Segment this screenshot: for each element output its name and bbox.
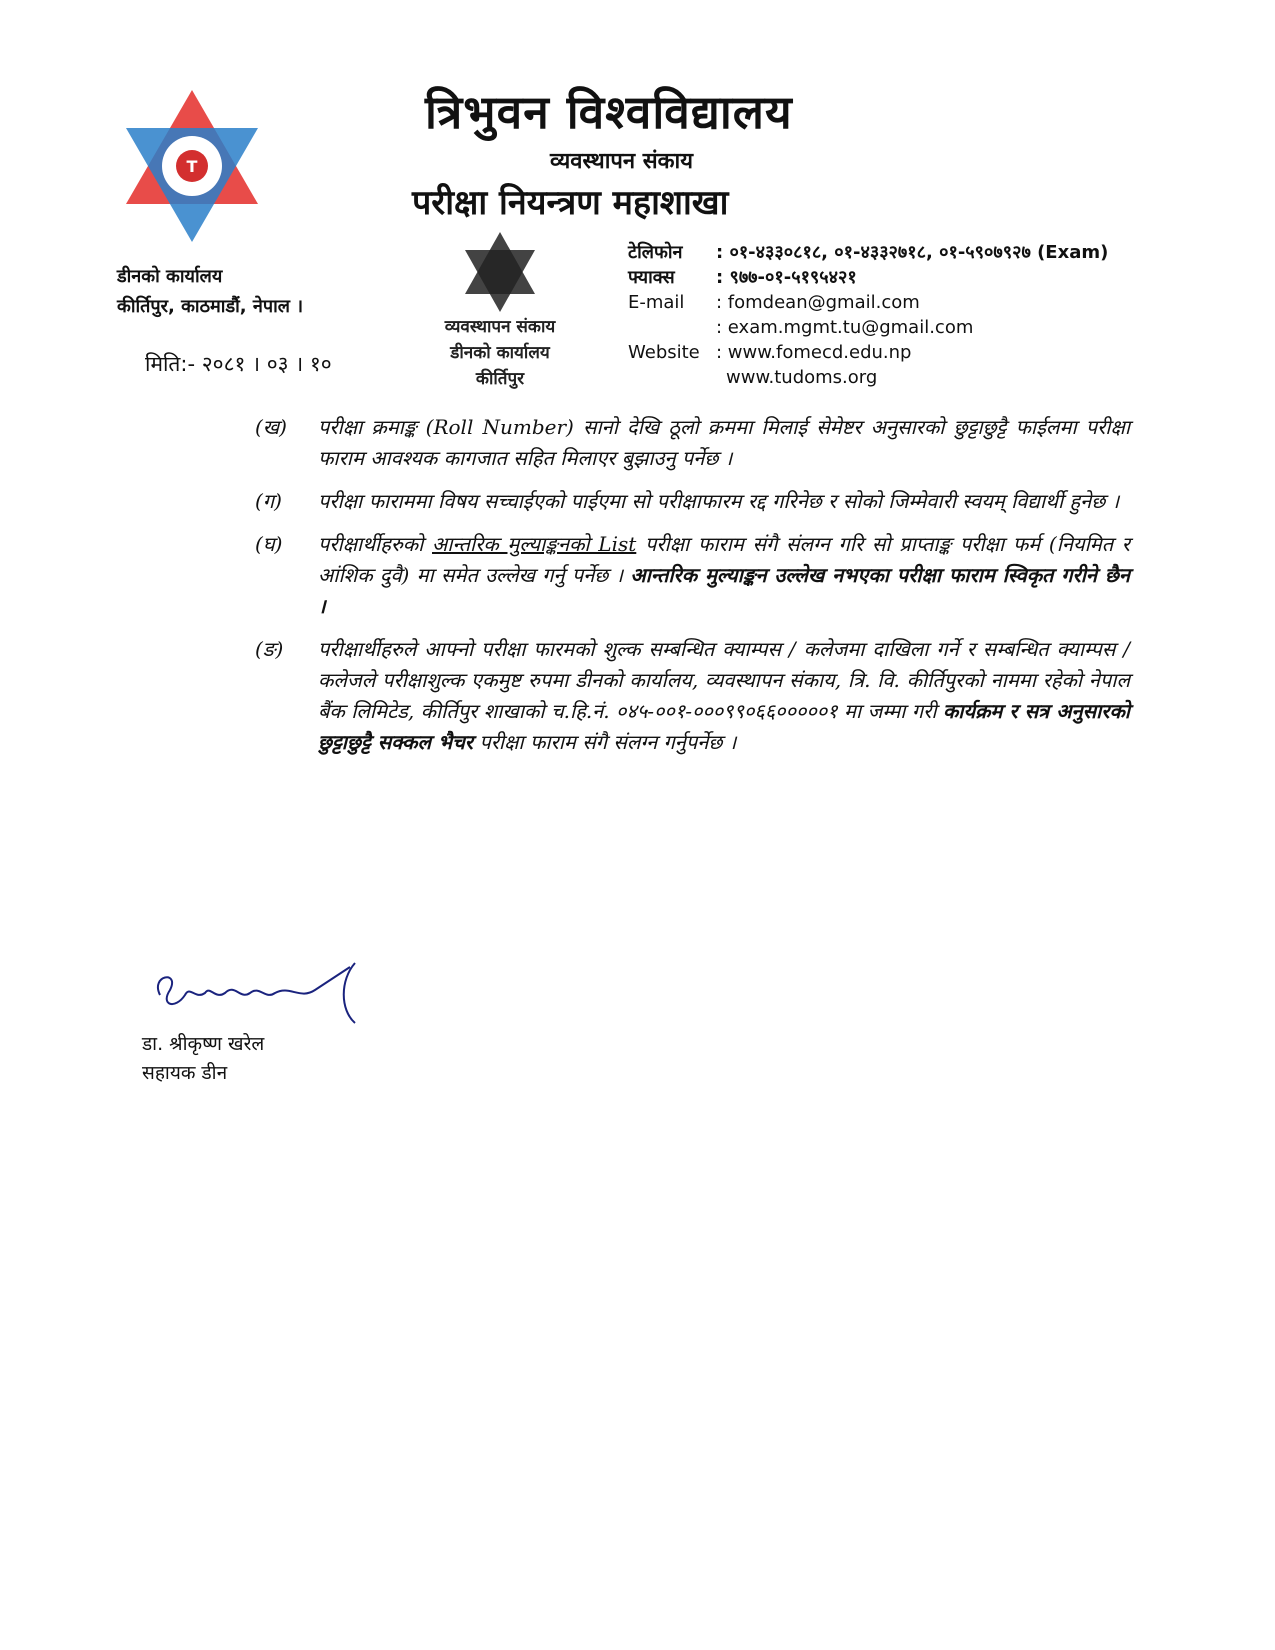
- office-address: [117, 262, 303, 322]
- office-name: डीनको कार्यालय: [117, 266, 223, 287]
- item-marker: (ङ): [255, 637, 284, 661]
- tu-logo: [124, 88, 260, 244]
- university-name: त्रिभुवन विश्वविद्यालय: [425, 85, 793, 139]
- signatory-block: [142, 1030, 264, 1088]
- office-location: कीर्तिपुर, काठमाडौं, नेपाल ।: [117, 296, 304, 317]
- bold-text: आन्तरिक मुल्याङ्कन उल्लेख नभएका परीक्षा फाराम स्विकृत गरीने छैन ।: [318, 563, 1130, 618]
- signatory-name: डा. श्रीकृष्ण खरेल: [142, 1033, 265, 1055]
- stamp-line: डीनको कार्यालय: [450, 343, 550, 363]
- fax-label: फ्याक्स: [628, 267, 675, 288]
- item-text: परीक्षा क्रमाङ्क (Roll Number) सानो देखि ठूलो क्रममा मिलाई सेमेष्टर अनुसारको छुट्टाछुट्टै फाईलमा परीक्षा फाराम आवश्यक कागजात सहित मिलाएर बुझाउनु पर्नेछ ।: [318, 415, 1130, 470]
- stamp-line: कीर्तिपुर: [475, 369, 525, 389]
- website-link[interactable]: www.tudoms.org: [726, 367, 878, 388]
- office-stamp: [405, 230, 595, 408]
- instruction-list: [255, 412, 1130, 770]
- item-text: परीक्षार्थीहरुले आफ्नो परीक्षा फारमको शुल्क सम्बन्धित क्याम्पस / कलेजमा दाखिला गर्ने र सम्बन्धित क्याम्पस / कलेजले परीक्षाशुल्क एकमुष्ट रुपमा डीनको कार्यालय, व्यवस्थापन संकाय, त्रि. वि. कीर्तिपुरको नाममा रहेको नेपाल बैंक लिमिटेड, कीर्तिपुर शाखाको च.हि.नं. ०४५-००१-०००९९०६६०००००१ मा जम्मा गरी: [318, 637, 1130, 723]
- item-marker: (घ): [255, 532, 283, 556]
- phone-value: : ०१-४३३०८१८, ०१-४३३२७१८, ०१-५९०७९२७ (Exam): [716, 242, 1109, 263]
- item-text: परीक्षा फाराम संगै संलग्न गरि सो प्राप्ताङ्क परीक्षा फर्म (नियमित र आंशिक दुवै) मा समेत उल्लेख गर्नु पर्नेछ ।: [318, 532, 1130, 587]
- email-value[interactable]: : exam.mgmt.tu@gmail.com: [716, 317, 974, 338]
- email-label: E-mail: [628, 292, 685, 313]
- faculty-name: व्यवस्थापन संकाय: [550, 149, 693, 174]
- list-item: [255, 529, 1130, 622]
- email-value[interactable]: : fomdean@gmail.com: [716, 292, 920, 313]
- website-link[interactable]: : www.fomecd.edu.np: [716, 342, 912, 363]
- list-item: [255, 412, 1130, 474]
- item-marker: (ग): [255, 489, 282, 513]
- contact-block: [628, 240, 1108, 390]
- underlined-text: आन्तरिक मुल्याङ्कनको List: [432, 532, 637, 556]
- bold-text: कार्यक्रम र सत्र अनुसारको छुट्टाछुट्टै सक्कल भैचर: [318, 699, 1130, 754]
- division-name: परीक्षा नियन्त्रण महाशाखा: [412, 183, 729, 223]
- signatory-title: सहायक डीन: [142, 1062, 228, 1084]
- signature: [150, 955, 380, 1029]
- svg-text:T: T: [186, 157, 198, 176]
- item-text: परीक्षा फाराममा विषय सच्चाईएको पाईएमा सो परीक्षाफारम रद्द गरिनेछ र सोको जिम्मेवारी स्वयम् विद्यार्थी हुनेछ ।: [318, 489, 1120, 513]
- letter-date: मिति:- २०८१ । ०३ । १०: [145, 352, 332, 376]
- fax-value: : ९७७-०१-५१९५४२१: [716, 267, 857, 288]
- list-item: [255, 634, 1130, 758]
- phone-label: टेलिफोन: [628, 242, 683, 263]
- stamp-line: व्यवस्थापन संकाय: [444, 317, 556, 337]
- website-label: Website: [628, 342, 700, 363]
- item-text: परीक्षा फाराम संगै संलग्न गर्नुपर्नेछ ।: [473, 730, 737, 754]
- list-item: [255, 486, 1130, 517]
- item-marker: (ख): [255, 415, 287, 439]
- item-text: परीक्षार्थीहरुको: [318, 532, 433, 556]
